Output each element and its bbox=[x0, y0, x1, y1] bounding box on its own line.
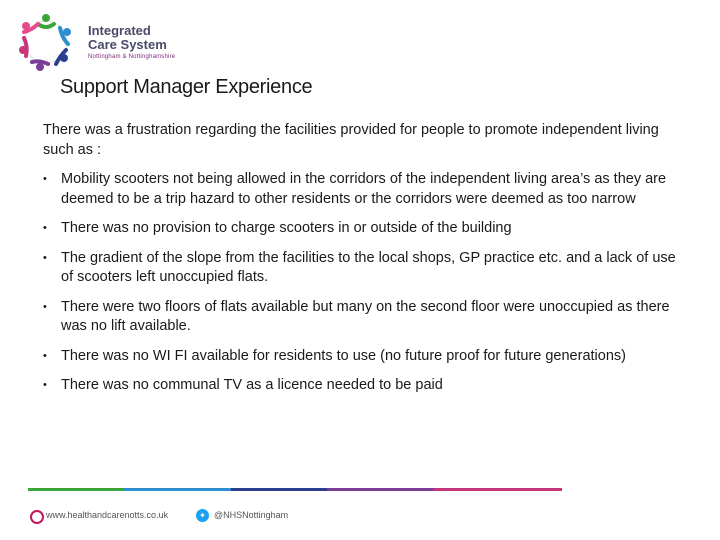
bullet-dot-icon: • bbox=[43, 173, 47, 185]
ics-logo-icon bbox=[16, 12, 76, 72]
slide-title: Support Manager Experience bbox=[60, 76, 313, 98]
bullet-text: Mobility scooters not being allowed in the corridors of the independent living area’s as they are deemed to be a trip hazard to other residents or the corridors were deemed as too narrow bbox=[61, 171, 667, 207]
bullet-dot-icon: • bbox=[43, 222, 47, 234]
bullet-list bbox=[43, 170, 683, 406]
bullet-dot-icon: • bbox=[43, 300, 47, 313]
bullet-text: There were two floors of flats available but many on the second floor were unoccupied as there was no lift available. bbox=[61, 298, 670, 334]
org-name bbox=[88, 24, 167, 52]
bullet-item bbox=[43, 249, 683, 288]
bullet-item bbox=[43, 376, 683, 396]
bullet-item bbox=[43, 347, 683, 367]
bullet-item bbox=[43, 170, 683, 209]
bullet-item bbox=[43, 219, 683, 239]
bullet-item bbox=[43, 298, 683, 337]
bullet-dot-icon: • bbox=[43, 379, 47, 391]
intro-paragraph: There was a frustration regarding the facilities provided for people to promote independent living such as : bbox=[43, 122, 659, 158]
bullet-text: There was no provision to charge scooters in or outside of the building bbox=[61, 220, 512, 236]
bullet-text: There was no communal TV as a licence needed to be paid bbox=[61, 377, 443, 393]
org-name-line2: Care System bbox=[88, 37, 167, 52]
footer-website-link[interactable]: www.healthandcarenotts.co.uk bbox=[46, 510, 169, 520]
org-name-line1: Integrated bbox=[88, 23, 151, 38]
org-subtitle: Nottingham & Nottinghamshire bbox=[88, 54, 176, 60]
bullet-dot-icon: • bbox=[43, 349, 47, 362]
twitter-icon: ✦ bbox=[196, 509, 209, 522]
bullet-text: The gradient of the slope from the facilities to the local shops, GP practice etc. and a lack of use of scooters left unoccupied flats. bbox=[61, 249, 676, 285]
footer-twitter-link[interactable]: @NHSNottingham bbox=[214, 510, 289, 520]
footer-color-bar bbox=[28, 488, 562, 491]
bullet-text: There was no WI FI available for residents to use (no future proof for future generations) bbox=[61, 347, 626, 364]
bullet-dot-icon: • bbox=[43, 251, 47, 264]
globe-icon bbox=[30, 510, 44, 524]
